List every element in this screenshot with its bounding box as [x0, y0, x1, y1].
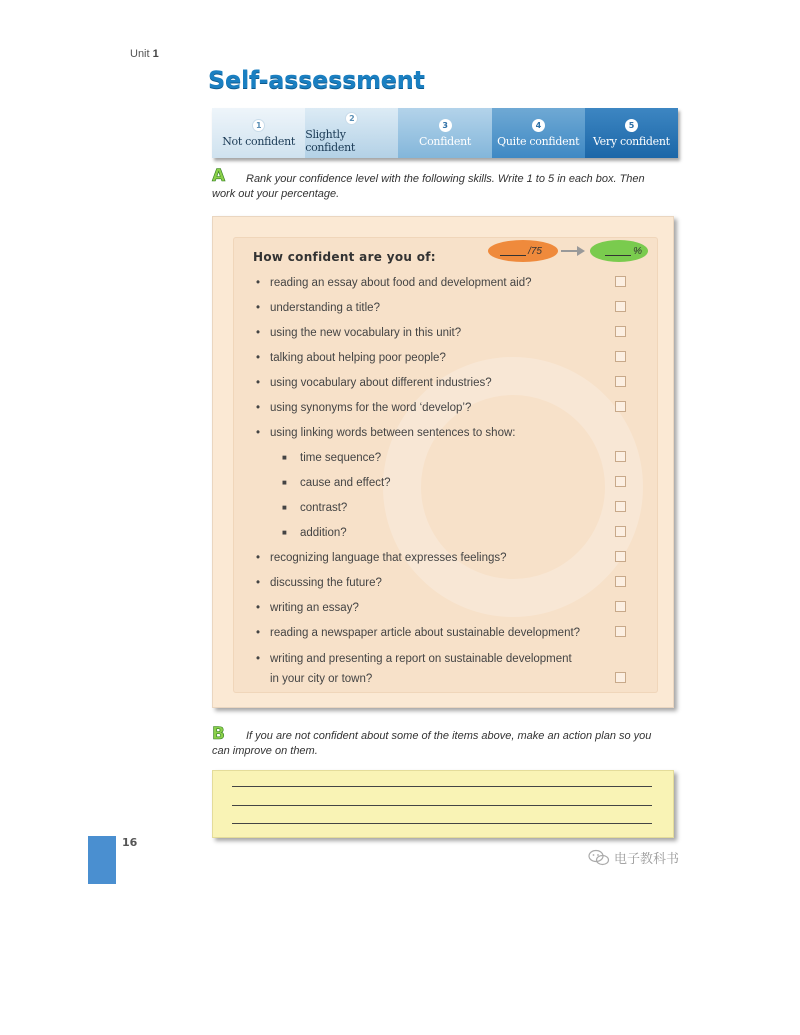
- unit-text: Unit: [130, 48, 150, 60]
- section-a-instruction-line2: work out your percentage.: [212, 188, 340, 200]
- skill-item-text: using linking words between sentences to show:: [270, 427, 516, 439]
- skill-item-text: using synonyms for the word ‘develop’?: [270, 402, 472, 414]
- skill-checkbox[interactable]: [615, 576, 626, 587]
- bullet-icon: •: [256, 653, 261, 665]
- bullet-icon: •: [256, 402, 261, 414]
- wechat-icon: [588, 849, 610, 867]
- skill-item-text: reading an essay about food and development aid?: [270, 277, 532, 289]
- scale-number-5: 5: [625, 119, 638, 132]
- scale-number-1: 1: [252, 119, 265, 132]
- square-bullet-icon: ■: [282, 478, 287, 487]
- skill-checkbox[interactable]: [615, 351, 626, 362]
- skill-subitem-text: cause and effect?: [300, 477, 391, 489]
- bullet-icon: •: [256, 302, 261, 314]
- section-a-instruction-line1: Rank your confidence level with the following skills. Write 1 to 5 in each box. Then: [246, 173, 645, 185]
- skill-item: [256, 398, 471, 418]
- scale-label-2: Slightly confident: [305, 128, 356, 154]
- skill-subitem-text: addition?: [300, 527, 347, 539]
- decorative-swirl: [383, 357, 643, 617]
- skill-checkbox[interactable]: [615, 626, 626, 637]
- skill-item: [256, 323, 461, 343]
- scale-level-5: [585, 108, 678, 158]
- scale-number-2: 2: [345, 112, 358, 125]
- bullet-icon: •: [256, 427, 261, 439]
- section-b-letter: B: [212, 724, 225, 744]
- skill-item: [256, 598, 359, 618]
- bullet-icon: •: [256, 377, 261, 389]
- skill-checkbox[interactable]: [615, 376, 626, 387]
- skill-item-text: recognizing language that expresses feelings?: [270, 552, 507, 564]
- skill-checkbox[interactable]: [615, 501, 626, 512]
- skill-item: [256, 423, 515, 443]
- section-b-instruction-line1: If you are not confident about some of the items above, make an action plan so you: [246, 730, 652, 742]
- skill-item: [256, 348, 446, 368]
- percentage-field[interactable]: [590, 240, 648, 262]
- skill-checkbox[interactable]: [615, 476, 626, 487]
- scale-level-3: [398, 108, 491, 158]
- action-plan-box[interactable]: [212, 770, 674, 838]
- bullet-icon: •: [256, 552, 261, 564]
- watermark-text: 电子教科书: [614, 852, 680, 867]
- square-bullet-icon: ■: [282, 503, 287, 512]
- skill-item: [256, 649, 572, 669]
- scale-level-4: [492, 108, 585, 158]
- skill-item: [256, 548, 507, 568]
- skill-subitem: [282, 523, 347, 543]
- bullet-icon: •: [256, 277, 261, 289]
- action-plan-line: [232, 805, 652, 806]
- skill-item-text: understanding a title?: [270, 302, 380, 314]
- skill-item-text: discussing the future?: [270, 577, 382, 589]
- confidence-scale: [212, 108, 678, 158]
- skill-item-continuation: in your city or town?: [270, 673, 373, 685]
- skill-subitem: [282, 498, 347, 518]
- scale-label-5: Very confident: [593, 134, 670, 148]
- scale-number-4: 4: [532, 119, 545, 132]
- scale-label-3: Confident: [418, 134, 472, 148]
- bullet-icon: •: [256, 352, 261, 364]
- skill-subitem: [282, 448, 381, 468]
- section-a-letter: A: [212, 166, 226, 186]
- bullet-icon: •: [256, 577, 261, 589]
- skill-checkbox[interactable]: [615, 672, 626, 683]
- page-title: Self-assessment: [208, 66, 425, 94]
- watermark: [588, 848, 679, 867]
- skill-item-text: talking about helping poor people?: [270, 352, 446, 364]
- skill-item-text: reading a newspaper article about sustainable development?: [270, 627, 581, 639]
- skill-item-text: writing and presenting a report on sustainable development: [270, 653, 572, 665]
- scale-level-2: [305, 108, 398, 158]
- skill-checkbox[interactable]: [615, 401, 626, 412]
- score-blank: [500, 246, 526, 256]
- percent-suffix: %: [633, 245, 642, 257]
- unit-label: [130, 48, 159, 60]
- bullet-icon: •: [256, 602, 261, 614]
- skill-item: [256, 373, 492, 393]
- score-field[interactable]: [488, 240, 558, 262]
- unit-number: 1: [152, 48, 159, 60]
- skill-checkbox[interactable]: [615, 451, 626, 462]
- section-b-instruction-line2: can improve on them.: [212, 745, 318, 757]
- bullet-icon: •: [256, 627, 261, 639]
- skill-checkbox[interactable]: [615, 601, 626, 612]
- action-plan-line: [232, 823, 652, 824]
- skill-item: [256, 573, 382, 593]
- skill-subitem-text: time sequence?: [300, 452, 382, 464]
- percent-blank: [605, 246, 631, 256]
- page-tab: [88, 836, 116, 884]
- skill-item: [256, 298, 380, 318]
- skill-item-text: using the new vocabulary in this unit?: [270, 327, 462, 339]
- skill-checkbox[interactable]: [615, 551, 626, 562]
- arrow-right-icon: [560, 244, 586, 258]
- page-number: 16: [122, 836, 138, 849]
- scale-label-4: Quite confident: [497, 134, 580, 148]
- square-bullet-icon: ■: [282, 453, 287, 462]
- skill-item: [256, 273, 532, 293]
- bullet-icon: •: [256, 327, 261, 339]
- scale-label-1: Not confident: [222, 134, 295, 148]
- action-plan-line: [232, 786, 652, 787]
- skill-subitem-text: contrast?: [300, 502, 348, 514]
- skill-subitem: [282, 473, 391, 493]
- score-suffix: /75: [528, 245, 542, 257]
- skill-checkbox[interactable]: [615, 526, 626, 537]
- square-bullet-icon: ■: [282, 528, 287, 537]
- skill-checkbox[interactable]: [615, 326, 626, 337]
- skill-item-text: using vocabulary about different industries?: [270, 377, 492, 389]
- skill-item-text: writing an essay?: [270, 602, 359, 614]
- panel-heading: How confident are you of:: [253, 250, 436, 264]
- skill-item: [256, 623, 580, 643]
- scale-number-3: 3: [439, 119, 452, 132]
- skill-checkbox[interactable]: [615, 301, 626, 312]
- scale-level-1: [212, 108, 305, 158]
- skill-checkbox[interactable]: [615, 276, 626, 287]
